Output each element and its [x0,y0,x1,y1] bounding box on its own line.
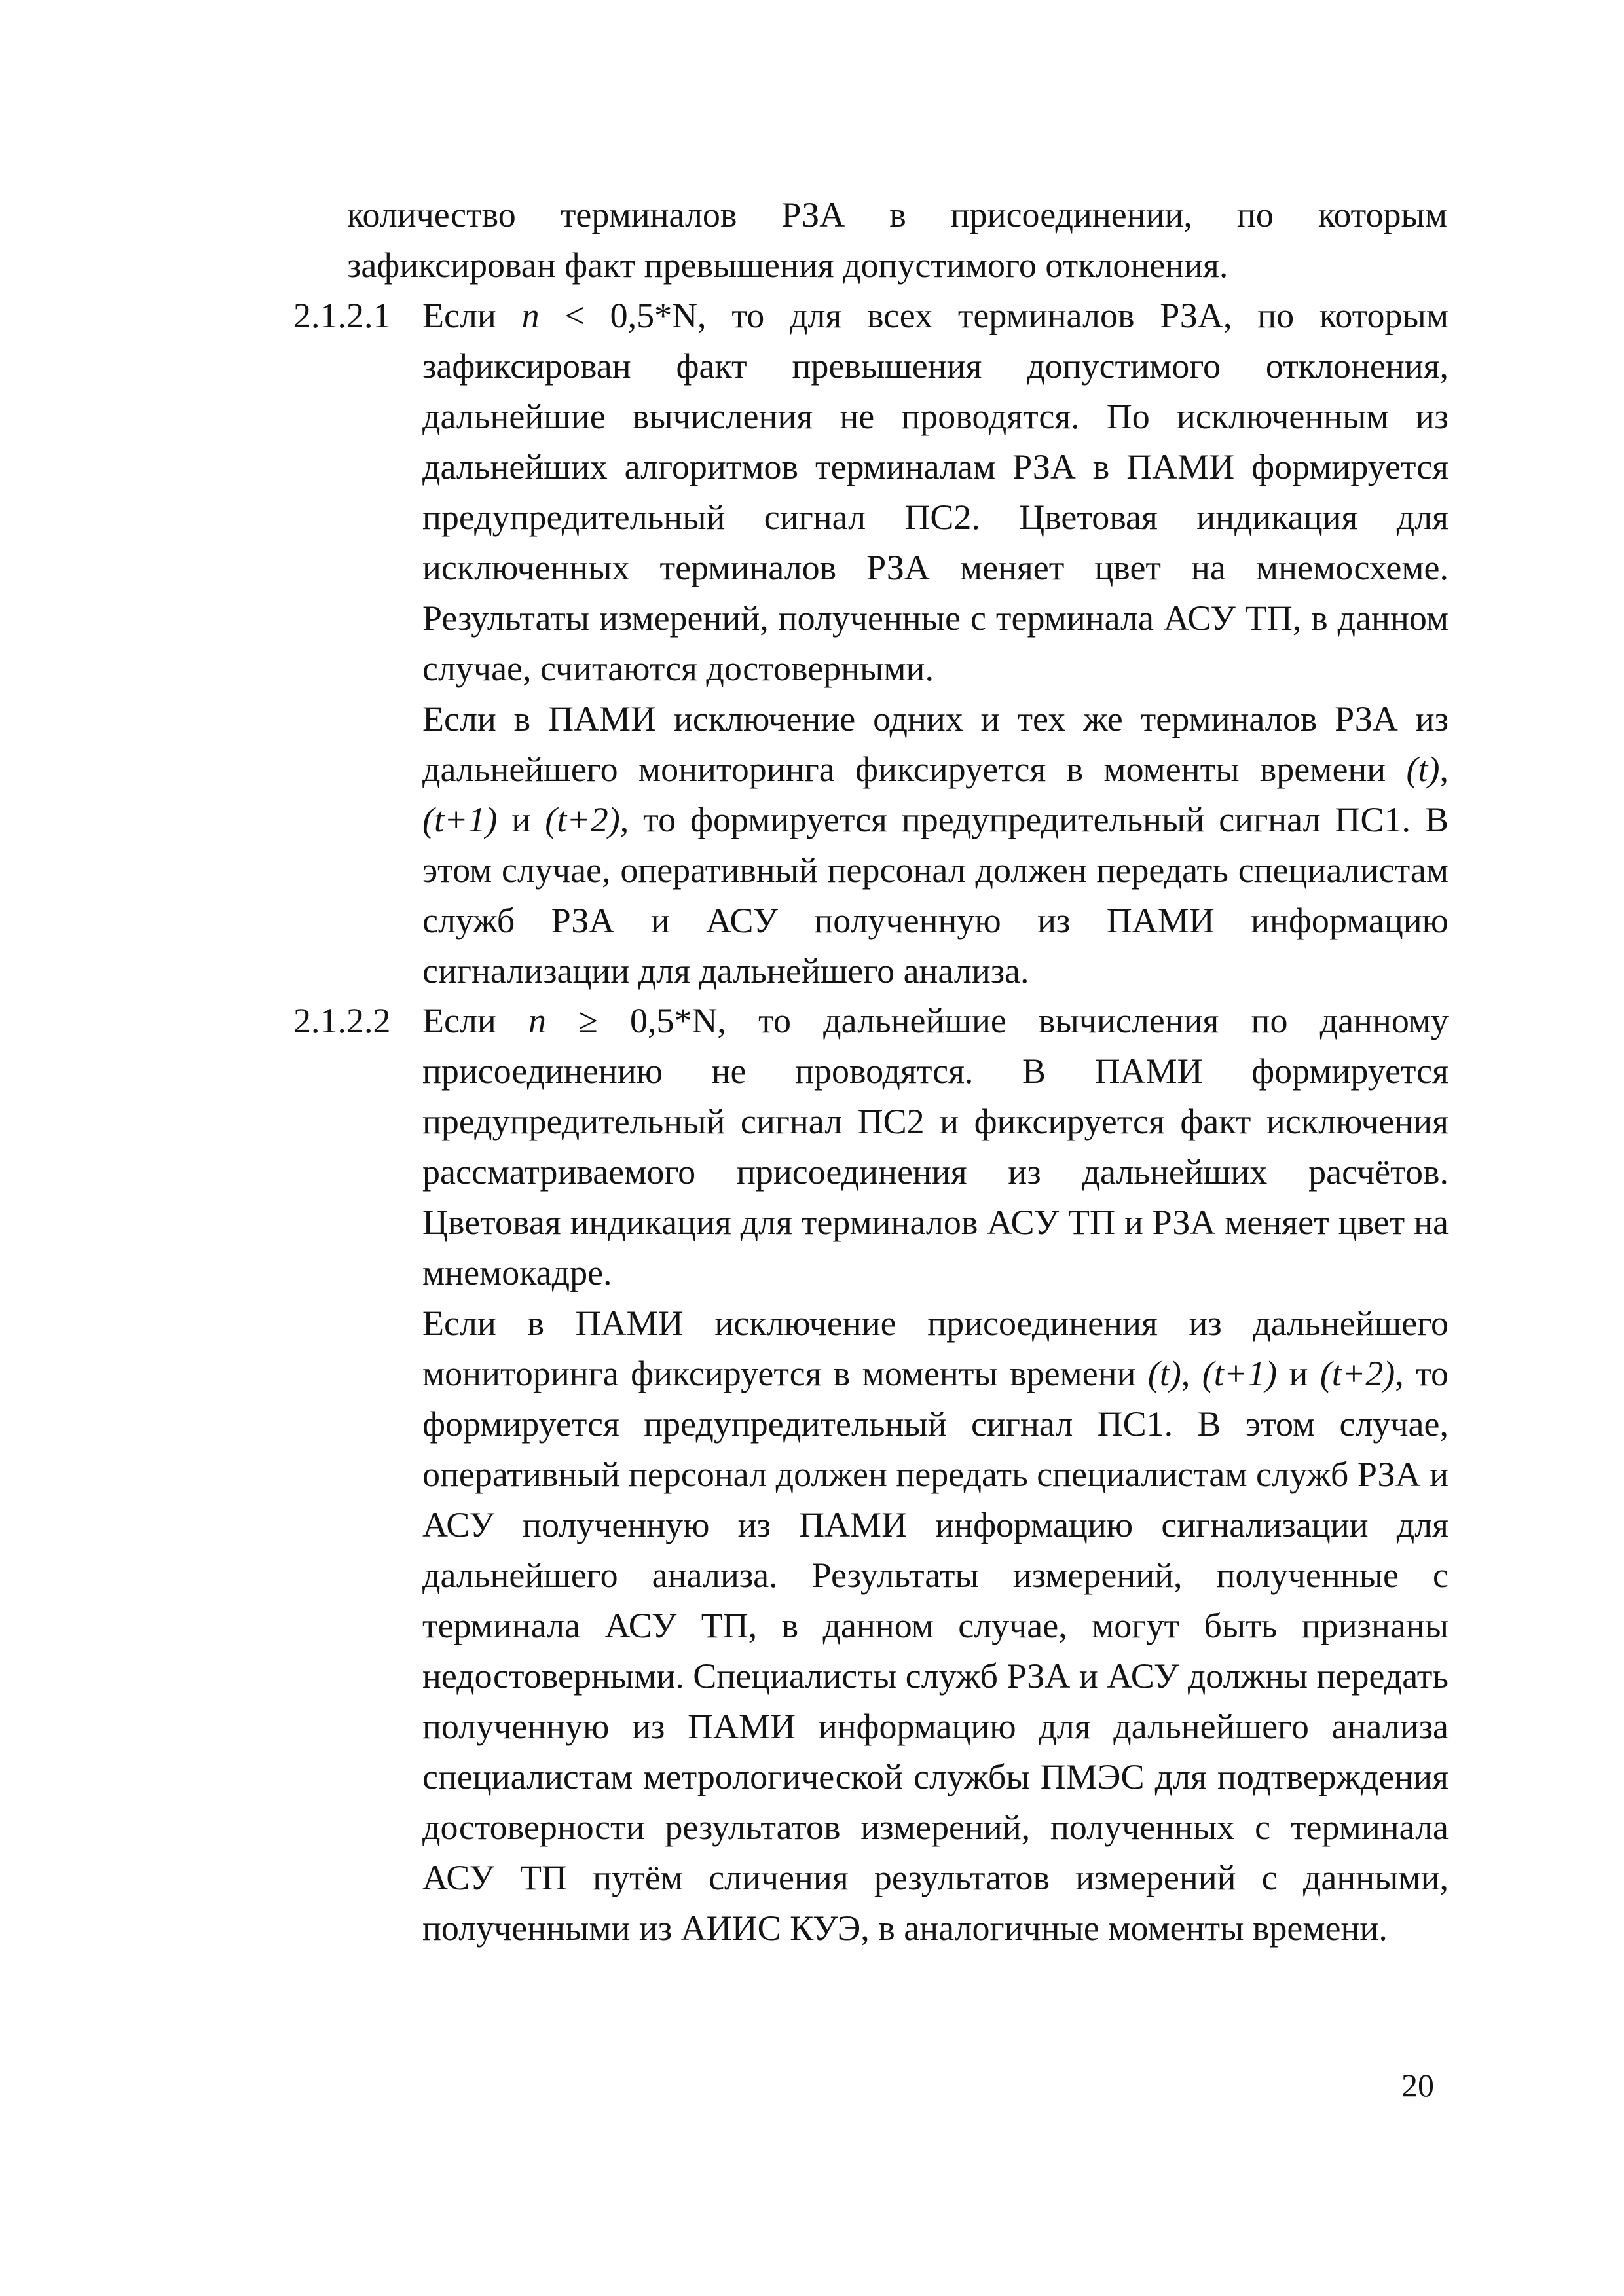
text-segment: ≥ 0,5*N, то дальнейшие вычисления по данному присоединению не проводятся. В ПАМИ формируется предупредительный сигнал ПС2 и фиксируется факт исключения рассматриваемого присоединения из дальнейших расчётов. Цветовая индикация для терминалов АСУ ТП и РЗА меняет цвет на мнемокадре. [422,1001,1449,1292]
text-segment: Если [422,1001,528,1040]
text-segment: , [1439,750,1449,789]
time-t-plus-1: (t+1) [1202,1354,1278,1393]
item-paragraph-2 [422,1298,1449,1954]
text-segment: и [1277,1354,1320,1393]
text-segment: , [1181,1354,1202,1393]
item-body [422,291,1449,996]
time-t: (t) [1406,750,1440,789]
list-item-2-1-2-2 [293,996,1449,1954]
page-number: 20 [1401,2067,1434,2104]
text-segment: , то формируется предупредительный сигнал ПС1. В этом случае, оперативный персонал должен передать специалистам служб РЗА и АСУ полученную из ПАМИ информацию сигнализации для дальнейшего анализа. [422,800,1449,991]
text-segment: Если в ПАМИ исключение одних и тех же терминалов РЗА из дальнейшего мониторинга фиксируется в моменты времени [422,699,1449,789]
text-segment: Если в ПАМИ исключение присоединения из дальнейшего мониторинга фиксируется в моменты времени [422,1303,1449,1393]
text-segment: < 0,5*N, то для всех терминалов РЗА, по которым зафиксирован факт превышения допустимого отклонения, дальнейшие вычисления не проводятся. По исключенным из дальнейших алгоритмов терминалам РЗА в ПАМИ формируется предупредительный сигнал ПС2. Цветовая индикация для исключенных терминалов РЗА меняет цвет на мнемосхеме. Результаты измерений, полученные с терминала АСУ ТП, в данном случае, считаются достоверными. [422,296,1449,688]
time-t-plus-2: (t+2) [1320,1354,1395,1393]
intro-paragraph [347,190,1447,291]
item-paragraph-2 [422,694,1449,996]
item-number: 2.1.2.2 [293,1001,391,1040]
time-t-plus-2: (t+2) [545,800,620,839]
intro-text: количество терминалов РЗА в присоединении, по которым зафиксирован факт превышения допустимого отклонения. [347,195,1447,285]
text-segment: , то формируется предупредительный сигнал ПС1. В этом случае, оперативный персонал должен передать специалистам служб РЗА и АСУ полученную из ПАМИ информацию сигнализации для дальнейшего анализа. Результаты измерений, полученные с терминала АСУ ТП, в данном случае, могут быть признаны недостоверными. Специалисты служб РЗА и АСУ должны передать полученную из ПАМИ информацию для дальнейшего анализа специалистам метрологической службы ПМЭС для подтверждения достоверности результатов измерений, полученных с терминала АСУ ТП путём сличения результатов измерений с данными, полученными из АИИС КУЭ, в аналогичные моменты времени. [422,1354,1449,1948]
time-t-plus-1: (t+1) [422,800,498,839]
item-number: 2.1.2.1 [293,296,391,335]
item-paragraph-1 [422,291,1449,694]
text-segment: Если [422,296,522,335]
item-paragraph-1 [422,996,1449,1298]
time-t: (t) [1147,1354,1181,1393]
list-item-2-1-2-1 [293,291,1449,996]
text-segment: и [497,800,545,839]
variable-n: n [521,296,540,335]
variable-n: n [528,1001,546,1040]
item-body [422,996,1449,1954]
